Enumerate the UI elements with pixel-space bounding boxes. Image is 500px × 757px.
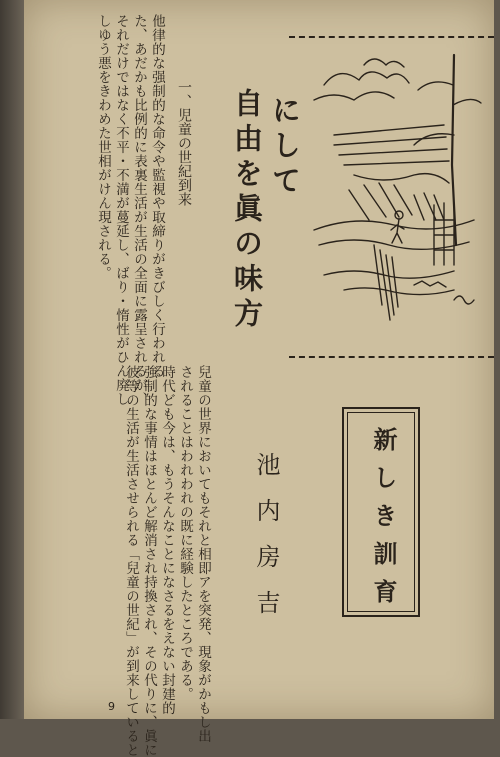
author-name: 池内房吉 xyxy=(252,452,280,636)
paragraph-line: 他律的な强制的な命令や監視や取締りがきびしく行われる xyxy=(149,14,165,378)
book-gutter xyxy=(0,0,24,719)
book-page xyxy=(24,0,494,757)
paragraph-line: た、あだかも比例的に表裏生活が生活の全面に露呈されるが、 xyxy=(131,14,147,406)
paragraph-line: 彼等の生活が生活させられる「兒童の世紀」が到来していると xyxy=(123,365,139,757)
paragraph-line: 時代ども今は、もうそんなことになさるをえない封建的 xyxy=(159,365,175,715)
paragraph-line: されることはわれわれの既に経験したところである。 xyxy=(177,365,193,701)
paragraph-line: それだけではなく不平・不満が蔓延し、ばり・惰性がひん廃し xyxy=(113,14,129,406)
article-title-line-2: にして xyxy=(268,95,302,200)
upper-paragraph xyxy=(94,14,166,406)
ink-landscape-illustration xyxy=(304,45,484,345)
page-number: 9 xyxy=(108,700,115,713)
dashed-rule-top xyxy=(289,36,494,38)
category-box xyxy=(342,407,420,617)
lower-paragraph xyxy=(122,365,212,757)
category-title: 新しき訓育 xyxy=(369,427,398,617)
article-title-line-1: 自由を眞の味方 xyxy=(230,88,264,333)
paragraph-line: 強制的な事情はほとんど解消され持換され、その代りに、眞に xyxy=(141,365,157,757)
paragraph-line: 兒童の世界においてもそれと相即アを突発、現象がかもし出 xyxy=(195,365,211,743)
paragraph-line: しゆう悪をきわめた世相がけん現される。 xyxy=(95,14,111,280)
section-heading: 一、児童の世紀到来 xyxy=(176,80,192,206)
dashed-rule-bottom xyxy=(289,356,494,358)
